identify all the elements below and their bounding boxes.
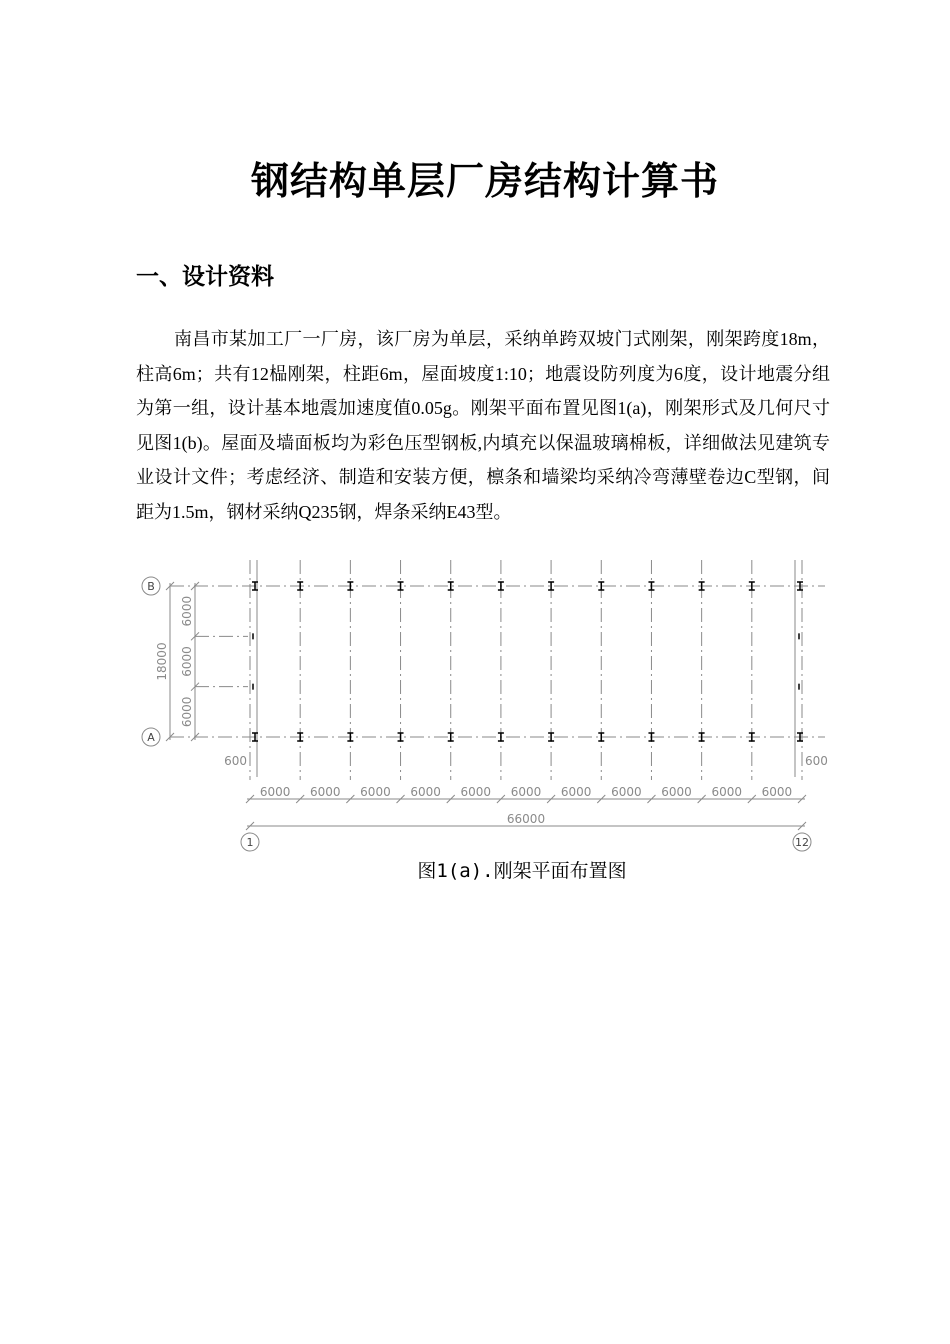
bay-dim-label: 6000 [761, 785, 793, 799]
axis-bubble-b [142, 577, 160, 595]
bay-dim-label: 6000 [360, 785, 391, 799]
body-paragraph: 南昌市某加工厂一厂房，该厂房为单层，采纳单跨双坡门式刚架，刚架跨度18m，柱高6m；共有12榀刚架，柱距6m，屋面坡度1:10；地震设防列度为6度，设计地震分组为第一组，设计基本地震加速度值0.05g。刚架平面布置见图1(a)，刚架形式及几何尺寸见图1(b)。屋面及墙面板均为彩色压型钢板,内填充以保温玻璃棉板，详细做法见建筑专业设计文件；考虑经济、制造和安装方便，檩条和墙梁均采纳冷弯薄壁卷边C型钢，间距为1.5m，钢材采纳Q235钢，焊条采纳E43型。 [136, 329, 830, 522]
bay-dim-label: 6000 [460, 785, 492, 799]
svg-text:A: A [147, 731, 155, 744]
axis-bubble-a [142, 728, 160, 746]
total-vertical-dim-label: 18000 [155, 642, 169, 681]
offset-right-label: 600 [805, 754, 828, 768]
svg-text:1: 1 [246, 836, 254, 849]
svg-text:B: B [147, 580, 155, 593]
column-a-6 [498, 733, 504, 741]
section-heading: 一、设计资料 [136, 264, 274, 290]
bay-dim-label: 6000 [510, 785, 542, 799]
bay-dim-label: 6000 [560, 785, 592, 799]
vertical-dim-label: 6000 [180, 595, 194, 627]
frame-plan-figure [130, 555, 830, 855]
vertical-dim-label: 6000 [180, 646, 194, 677]
total-horizontal-dim-label: 66000 [506, 812, 546, 826]
bay-dim-label: 6000 [611, 785, 642, 799]
bay-dim-label: 6000 [410, 785, 441, 799]
figure-caption: 图1(a).刚架平面布置图 [417, 860, 627, 882]
bay-dim-label: 6000 [309, 785, 341, 799]
axis-bubble-1 [241, 833, 259, 851]
column-b-6 [498, 582, 504, 590]
bay-dim-label: 6000 [661, 785, 692, 799]
document-title: 钢结构单层厂房结构计算书 [250, 159, 719, 203]
bay-dim-label: 6000 [259, 785, 291, 799]
bay-dim-label: 6000 [711, 785, 743, 799]
axis-bubble-12 [793, 833, 811, 851]
vertical-dim-label: 6000 [180, 696, 194, 728]
offset-left-label: 600 [224, 754, 247, 768]
svg-text:12: 12 [795, 836, 809, 849]
frame-plan-drawing [130, 555, 830, 855]
